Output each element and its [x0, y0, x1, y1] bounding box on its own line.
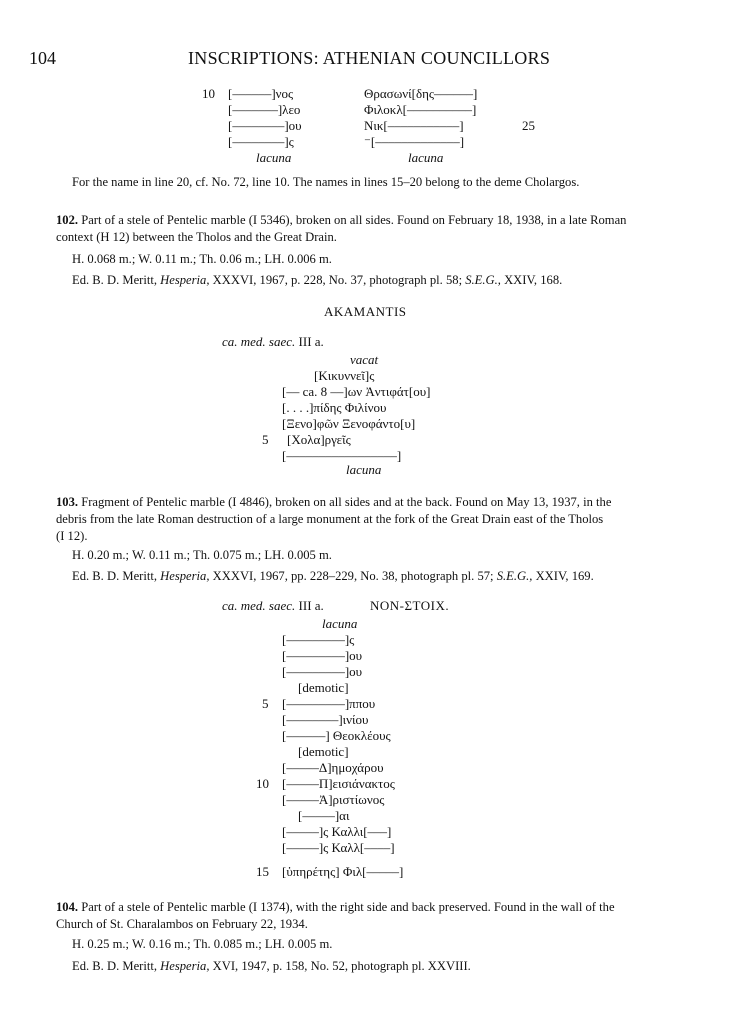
inscription-line: [Κικυννεῖ]ς [314, 368, 375, 383]
tribe-heading: AKAMANTIS [324, 304, 407, 319]
date-roman: III a. [298, 598, 324, 613]
entry-number: 103. [56, 495, 79, 509]
inscription-line: [–––––––]λεο [228, 102, 301, 117]
entry-102-description-cont: context (H 12) between the Tholos and the Great Drain. [56, 230, 337, 244]
journal-name: Hesperia, [160, 959, 210, 973]
inscription-line: [Ξενο]φῶν Ξενοφάντο[υ] [282, 416, 416, 431]
inscription-line: [demotic] [298, 680, 349, 695]
lacuna-label: lacuna [346, 462, 382, 477]
lacuna-label: lacuna [256, 150, 292, 165]
inscription-line: [–––––––––]ς [282, 632, 355, 647]
inscription-line: [–––––Π]εισιάνακτος [282, 776, 395, 791]
description-text: Part of a stele of Pentelic marble (I 1374), with the right side and back preserved. Found in the wall of the [81, 900, 615, 914]
entry-103-description [56, 494, 611, 511]
inscription-line: [. . . .]πίδης Φιλίνου [282, 400, 387, 415]
inscription-line: [–––––Ἀ]ριστίωνος [282, 792, 385, 807]
entry-103-description-cont: debris from the late Roman destruction of a large monument at the fork of the Great Drain east of the Tholos [56, 512, 604, 526]
inscription-line: [–– ca. 8 ––]ων Ἀντιφάτ[ου] [282, 384, 431, 399]
journal-name: Hesperia, [160, 273, 210, 287]
lacuna-label: lacuna [322, 616, 358, 631]
inscription-line: [––––––]νος [228, 86, 294, 101]
inscription-right-column [364, 86, 477, 150]
line-number: 10 [202, 86, 215, 101]
entry-102-dimensions: H. 0.068 m.; W. 0.11 m.; Th. 0.06 m.; LH. 0.006 m. [72, 252, 332, 266]
journal-name: S.E.G., [496, 569, 533, 583]
inscription-line: [–––––––––]ου [282, 648, 363, 663]
entry-103-edition [72, 568, 594, 585]
inscription-line: [ὑπηρέτης] Φιλ[–––––] [282, 864, 404, 879]
inscription-line: [––––––] Θεοκλέους [282, 728, 391, 743]
inscription-line: [––––––––]ινίου [282, 712, 369, 727]
inscription-line: ⁻[–––––––––––––] [364, 134, 465, 149]
entry-number: 102. [56, 213, 79, 227]
line-number: 10 [256, 776, 269, 791]
lacuna-label: lacuna [408, 150, 444, 165]
entry-104-edition [72, 958, 471, 975]
edition-text: XXIV, 168. [504, 273, 563, 287]
journal-name: Hesperia, [160, 569, 210, 583]
entry-102-edition [72, 272, 562, 289]
inscription-line: [demotic] [298, 744, 349, 759]
inscription-line: [––––––––]ου [228, 118, 302, 133]
inscription-line: Θρασωνί[δης––––––] [364, 86, 478, 101]
entry-103-description-cont: (I 12). [56, 529, 88, 543]
inscription-102 [282, 368, 431, 464]
inscription-line: [–––––––––]ου [282, 664, 363, 679]
line-number: 25 [522, 118, 535, 133]
edition-text: Ed. B. D. Meritt, [72, 273, 158, 287]
entry-102-description [56, 212, 626, 229]
edition-text: XXXVI, 1967, p. 228, No. 37, photograph pl. 58; [212, 273, 463, 287]
inscription-line: [Χολα]ργεῖς [287, 432, 351, 447]
page-number: 104 [29, 48, 56, 68]
description-text: Part of a stele of Pentelic marble (I 5346), broken on all sides. Found on February 18, 1938, in a late Roman [81, 213, 627, 227]
date-line [222, 598, 324, 614]
line-number: 5 [262, 432, 269, 447]
inscription-line: [–––––]ς Καλλ[––––] [282, 840, 395, 855]
date-italic: ca. med. saec. [222, 598, 296, 613]
journal-name: S.E.G., [465, 273, 501, 287]
description-text: Fragment of Pentelic marble (I 4846), broken on all sides and at the back. Found on May 13, 1937, in the [81, 495, 612, 509]
entry-number: 104. [56, 900, 79, 914]
entry-103-dimensions: H. 0.20 m.; W. 0.11 m.; Th. 0.075 m.; LH. 0.005 m. [72, 548, 332, 562]
vacat-label: vacat [350, 352, 379, 367]
date-italic: ca. med. saec. [222, 334, 296, 349]
inscription-line: Φιλοκλ[––––––––––] [364, 102, 477, 117]
inscription-line: [–––––––––]ππου [282, 696, 376, 711]
edition-text: XVI, 1947, p. 158, No. 52, photograph pl. XXVIII. [212, 959, 471, 973]
edition-text: XXIV, 169. [535, 569, 594, 583]
line-number: 15 [256, 864, 269, 879]
edition-text: XXXVI, 1967, pp. 228–229, No. 38, photograph pl. 57; [212, 569, 494, 583]
inscription-line: [––––––––]ς [228, 134, 294, 149]
inscription-line: Νικ[–––––––––––] [364, 118, 464, 133]
date-roman: III a. [298, 334, 324, 349]
commentary-note: For the name in line 20, cf. No. 72, line 10. The names in lines 15–20 belong to the deme Cholargos. [72, 175, 580, 189]
edition-text: Ed. B. D. Meritt, [72, 569, 158, 583]
inscription-line: [–––––]αι [298, 808, 350, 823]
entry-104-description [56, 899, 615, 916]
line-number: 5 [262, 696, 269, 711]
inscription-line: [–––––––––––––––––] [282, 448, 402, 463]
inscription-line: [–––––Δ]ημοχάρου [282, 760, 384, 775]
date-line [222, 334, 324, 350]
running-head: INSCRIPTIONS: ATHENIAN COUNCILLORS [188, 48, 551, 68]
inscription-left-column [228, 86, 302, 150]
edition-text: Ed. B. D. Meritt, [72, 959, 158, 973]
entry-104-description-cont: Church of St. Charalambos on February 22, 1934. [56, 917, 308, 931]
stoichedon-label: NON-ΣΤΟΙΧ. [370, 598, 450, 613]
entry-104-dimensions: H. 0.25 m.; W. 0.16 m.; Th. 0.085 m.; LH. 0.005 m. [72, 937, 333, 951]
inscription-line: [–––––]ς Καλλι[–––] [282, 824, 392, 839]
inscription-103 [282, 632, 403, 880]
